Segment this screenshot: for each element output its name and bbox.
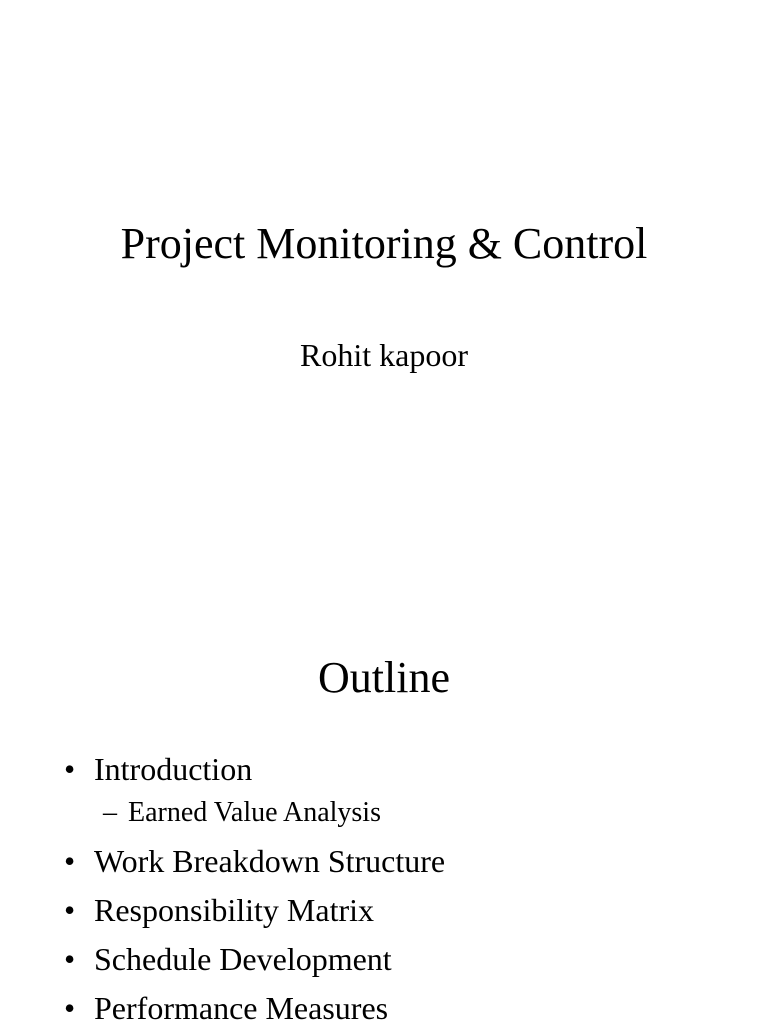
list-item-label: Introduction [94,751,253,787]
list-item [64,990,388,1024]
presentation-title: Project Monitoring & Control [120,219,648,268]
outline-title: Outline [318,653,450,702]
list-item [64,751,252,787]
outline-slide [0,576,768,1024]
list-subitem [103,797,381,829]
list-item [64,892,374,928]
bullet-icon: • [64,751,76,787]
list-item-label: Responsibility Matrix [94,892,374,928]
list-item [64,941,392,977]
list-item-label: Work Breakdown Structure [94,843,446,879]
list-item-label: Performance Measures [94,990,389,1024]
bullet-icon: • [64,892,76,928]
list-subitem-label: Earned Value Analysis [128,797,381,828]
outline-list [0,576,768,1024]
bullet-icon: • [64,990,76,1024]
list-item-label: Schedule Development [94,941,392,977]
dash-icon: – [103,797,117,828]
author-name: Rohit kapoor [300,337,468,373]
list-item [64,843,445,879]
bullet-icon: • [64,843,76,879]
bullet-icon: • [64,941,76,977]
